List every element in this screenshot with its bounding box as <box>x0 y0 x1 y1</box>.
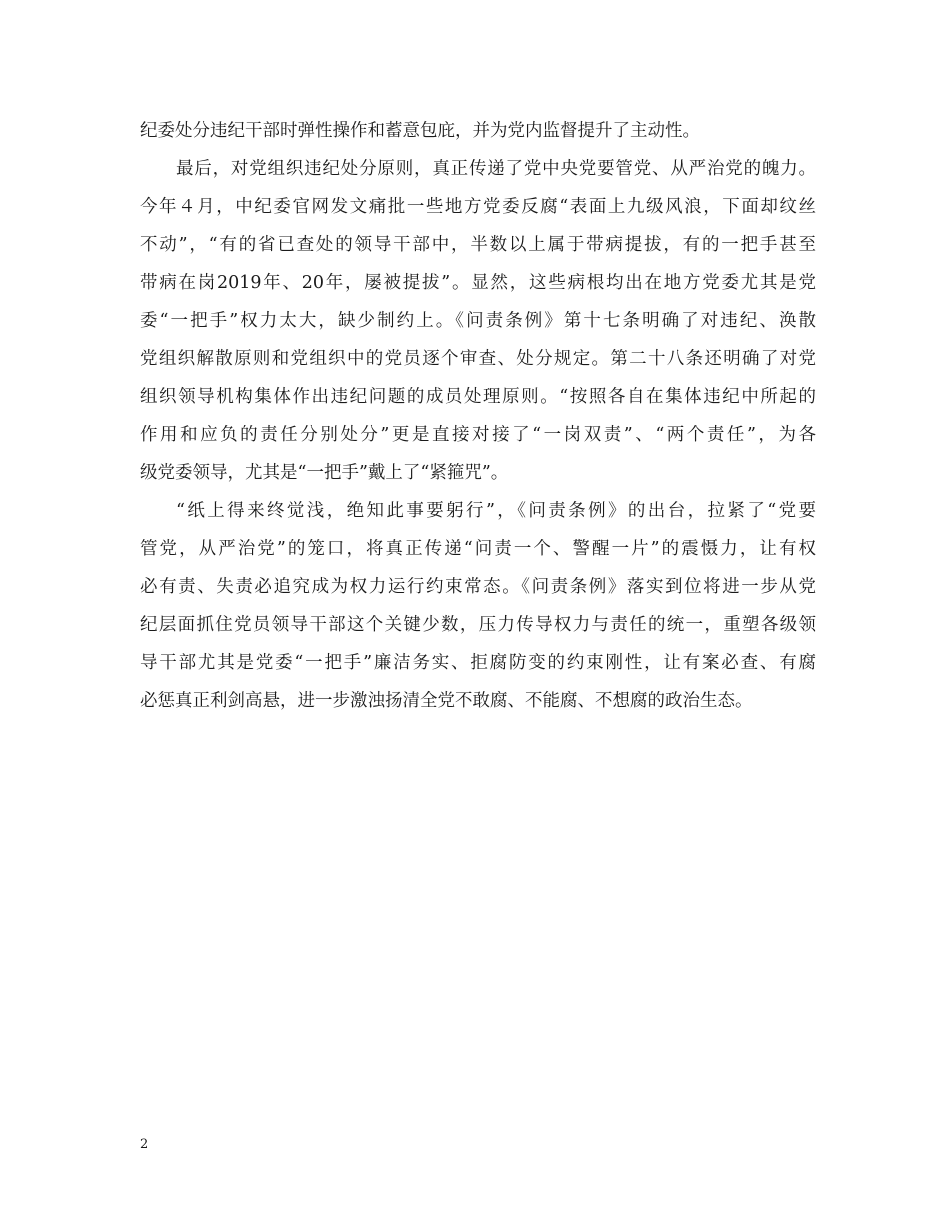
text-line: 必惩真正利剑高悬，进一步激浊扬清全党不敢腐、不能腐、不想腐的政治生态。 <box>140 691 753 711</box>
paragraph <box>140 112 816 150</box>
text-line: 作用和应负的责任分别处分”更是直接对接了“一岗双责”、“两个责任”，为各 <box>140 425 816 445</box>
text-line: 今年４月，中纪委官网发文痛批一些地方党委反腐“表面上九级风浪，下面却纹丝 <box>140 197 816 217</box>
paragraph <box>140 492 816 720</box>
document-body <box>140 112 816 720</box>
page-number: 2 <box>140 1137 149 1152</box>
text-line: 带病在岗2019年、20年，屡被提拔”。显然，这些病根均出在地方党委尤其是党 <box>140 273 816 293</box>
paragraph <box>140 150 816 492</box>
text-line: 纪层面抓住党员领导干部这个关键少数，压力传导权力与责任的统一，重塑各级领 <box>140 615 816 635</box>
text-line: 不动”，“有的省已查处的领导干部中，半数以上属于带病提拔，有的一把手甚至 <box>140 235 816 255</box>
text-line: 导干部尤其是党委“一把手”廉洁务实、拒腐防变的约束刚性，让有案必查、有腐 <box>140 653 816 673</box>
text-line: 党组织解散原则和党组织中的党员逐个审查、处分规定。第二十八条还明确了对党 <box>140 349 816 369</box>
text-line: 组织领导机构集体作出违纪问题的成员处理原则。“按照各自在集体违纪中所起的 <box>140 387 816 407</box>
text-line: 管党，从严治党”的笼口，将真正传递“问责一个、警醒一片”的震慑力，让有权 <box>140 539 816 559</box>
text-line: 纪委处分违纪干部时弹性操作和蓄意包庇，并为党内监督提升了主动性。 <box>140 121 700 141</box>
text-line: 委“一把手”权力太大，缺少制约上。《问责条例》第十七条明确了对违纪、涣散 <box>140 311 816 331</box>
text-line: “纸上得来终觉浅，绝知此事要躬行”，《问责条例》的出台，拉紧了“党要 <box>176 501 816 521</box>
text-line: 必有责、失责必追究成为权力运行约束常态。《问责条例》落实到位将进一步从党 <box>140 577 816 597</box>
text-line: 最后，对党组织违纪处分原则，真正传递了党中央党要管党、从严治党的魄力。 <box>176 159 816 179</box>
text-line: 级党委领导，尤其是“一把手”戴上了“紧箍咒”。 <box>140 463 509 483</box>
